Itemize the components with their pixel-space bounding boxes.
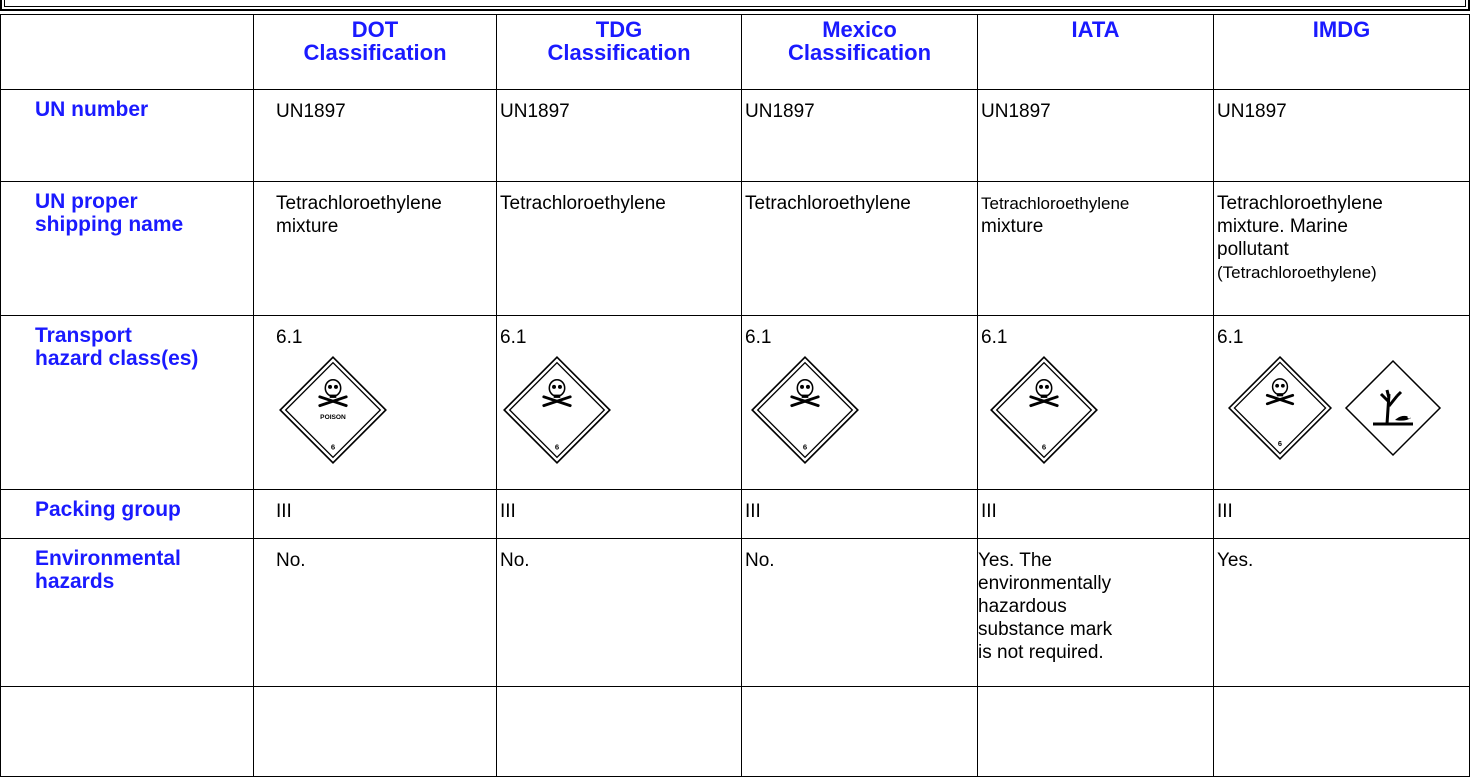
environmental-dot: No. [254,539,497,687]
header-imdg: IMDG [1214,15,1470,90]
packing-group-dot: III [254,490,497,539]
packing-group-iata: III [978,490,1214,539]
toxic-placard-icon [502,355,612,465]
un-number-tdg: UN1897 [497,90,742,182]
header-row [1,15,1470,90]
placard-class-number: 6 [802,442,808,452]
shipping-name-imdg: Tetrachloroethylene mixture. Marine pollutant (Tetrachloroethylene) [1214,182,1470,316]
poison-placard-icon [278,355,388,465]
row-label-packing-group: Packing group [1,490,254,539]
header-tdg: TDG Classification [497,15,742,90]
header-dot: DOT Classification [254,15,497,90]
toxic-placard-icon [989,355,1099,465]
hazard-class-mexico: 6.1 6 [742,316,978,490]
header-mexico: Mexico Classification [742,15,978,90]
placard-label: POISON [320,413,346,421]
placard-class-number: 6 [554,442,560,452]
packing-group-mexico: III [742,490,978,539]
row-label-un-number: UN number [1,90,254,182]
empty-cell [978,687,1214,777]
empty-cell [497,687,742,777]
environmental-tdg: No. [497,539,742,687]
toxic-placard-icon [750,355,860,465]
packing-group-imdg: III [1214,490,1470,539]
row-label-environmental: Environmental hazards [1,539,254,687]
un-number-mexico: UN1897 [742,90,978,182]
environmental-imdg: Yes. [1214,539,1470,687]
placard-class-number: 6 [330,442,336,452]
un-number-iata: UN1897 [978,90,1214,182]
header-blank [1,15,254,90]
placard-class-number: 6 [1277,439,1283,449]
table-row-empty [1,687,1470,777]
transport-table [0,14,1470,777]
empty-cell [1,687,254,777]
table-row-un-number [1,90,1470,182]
row-label-hazard-class: Transport hazard class(es) [1,316,254,490]
hazard-class-dot: 6.1 POISON 6 [254,316,497,490]
shipping-name-tdg: Tetrachloroethylene [497,182,742,316]
environmental-mexico: No. [742,539,978,687]
empty-cell [742,687,978,777]
table-row-hazard-class [1,316,1470,490]
packing-group-tdg: III [497,490,742,539]
table-row-packing-group [1,490,1470,539]
un-number-imdg: UN1897 [1214,90,1470,182]
toxic-placard-icon [1227,355,1333,461]
hazard-class-tdg: 6.1 6 [497,316,742,490]
top-border [0,0,1470,11]
header-iata: IATA [978,15,1214,90]
table-row-environmental [1,539,1470,687]
marine-pollutant-icon [1343,358,1443,458]
hazard-class-imdg: 6.1 6 [1214,316,1470,490]
row-label-shipping-name: UN proper shipping name [1,182,254,316]
empty-cell [1214,687,1470,777]
placard-class-number: 6 [1041,442,1047,452]
shipping-name-mexico: Tetrachloroethylene [742,182,978,316]
empty-cell [254,687,497,777]
table-row-shipping-name [1,182,1470,316]
shipping-name-dot: Tetrachloroethylene mixture [254,182,497,316]
environmental-iata: Yes. The environmentally hazardous substance mark is not required. [978,539,1214,687]
hazard-class-iata: 6.1 6 [978,316,1214,490]
un-number-dot: UN1897 [254,90,497,182]
shipping-name-iata: Tetrachloroethylene mixture [978,182,1214,316]
